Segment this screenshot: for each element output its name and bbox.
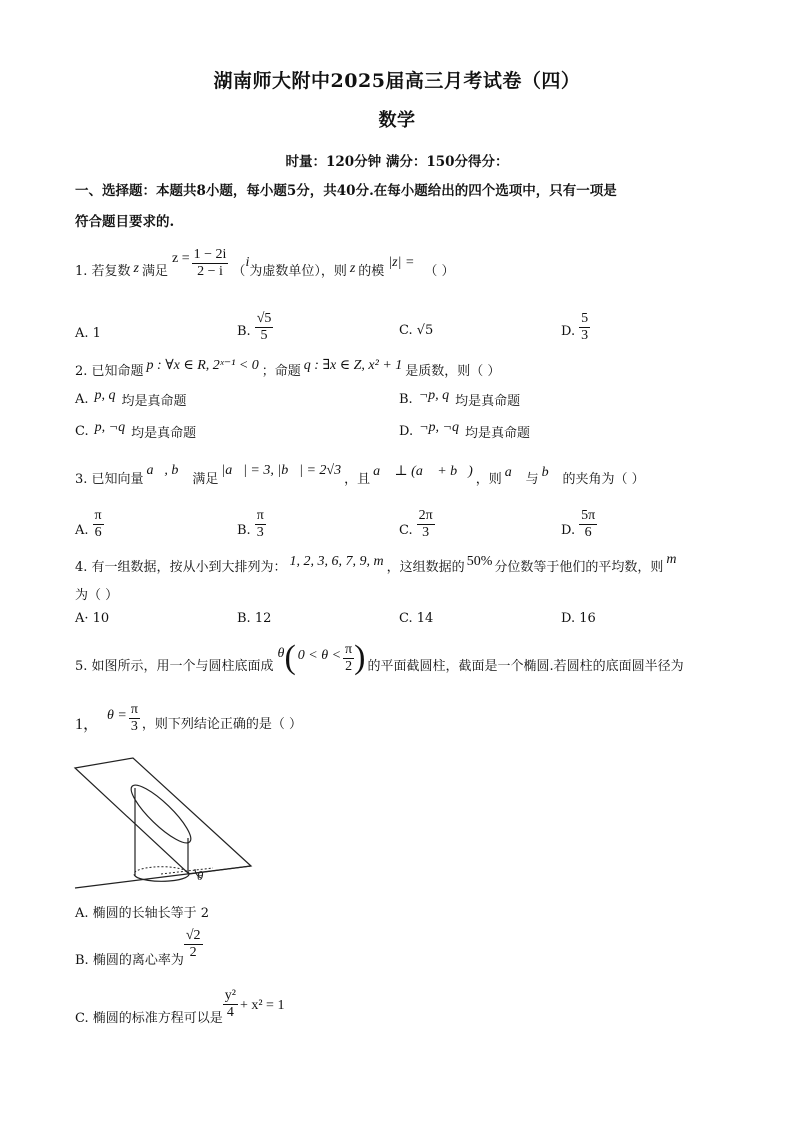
question-2: [75, 356, 500, 382]
q1-option-d-fraction: [579, 311, 590, 343]
q3-option-c: [399, 496, 435, 540]
q2-q-expr: q : ∃x ∈ Z, x² + 1: [303, 357, 403, 373]
q1-option-b-fraction: [255, 311, 274, 343]
q4-data: 1, 2, 3, 6, 7, 9, m: [289, 554, 384, 569]
q2-option-d-label: D.: [399, 424, 414, 439]
q3-option-d-fraction: [579, 508, 597, 540]
q2-option-a: [75, 387, 187, 409]
q1-option-b-num: √5: [256, 311, 272, 327]
q5-option-b-den: 2: [189, 944, 197, 960]
q5-theta: θ: [277, 646, 285, 661]
q5-range-fraction: [343, 642, 354, 674]
q1-eq-lhs: z =: [172, 251, 190, 266]
q5-option-b: [75, 926, 203, 970]
q4-option-d: D. 16: [561, 611, 596, 626]
q3-perp: a⃗ ⊥ (a⃗ + b⃗): [373, 463, 473, 479]
q5-range-num: π: [345, 642, 353, 658]
q3-option-b-num: π: [256, 508, 264, 524]
q5-option-c-fraction: [223, 988, 238, 1020]
q2-option-a-text: 均是真命题: [121, 394, 187, 409]
q5-option-b-text: B. 椭圆的离心率为: [75, 953, 184, 968]
question-4: [75, 552, 677, 578]
q2-option-a-label: A.: [75, 392, 89, 407]
q4-line2: 为（ ）: [75, 588, 119, 603]
q4-option-b: B. 12: [237, 611, 272, 626]
section-heading-line1: 一、选择题：本题共8小题，每小题5分，共40分.在每小题给出的四个选项中，只有一项是: [75, 183, 617, 199]
q2-option-b-label: B.: [399, 392, 413, 407]
q5-paren-open: (: [284, 639, 296, 676]
q1-var2: z: [349, 261, 356, 276]
q5-line2: [75, 702, 302, 742]
q3-option-d: [561, 496, 597, 540]
q3-option-b: [237, 496, 266, 540]
q1-blank: （ ）: [424, 263, 455, 279]
figure-theta-label: θ: [197, 868, 204, 883]
q5-tail2: ，则下列结论正确的是（ ）: [141, 716, 303, 732]
q2-option-a-expr: p, q: [94, 387, 116, 403]
q3-option-b-den: 3: [256, 524, 264, 540]
q2-option-c: [75, 419, 197, 441]
q3-vb: b⃗: [541, 465, 560, 480]
q3-option-d-label: D.: [561, 523, 576, 538]
q1-mod-expr: |z| =: [388, 255, 415, 270]
q1-denominator: 2 − i: [197, 263, 223, 279]
q3-cond: |a⃗| = 3, |b⃗| = 2√3: [221, 463, 342, 478]
q5-option-b-fraction: [184, 928, 203, 960]
q5-option-c-den: 4: [226, 1004, 234, 1020]
q5-range-den: 2: [345, 658, 353, 674]
q1-option-b-label: B.: [237, 324, 251, 339]
q3-option-a-label: A.: [75, 523, 89, 538]
exam-meta: 时量：120分钟 满分：150分得分：: [285, 154, 509, 170]
q1-prefix: 1. 若复数: [75, 263, 131, 279]
q1-option-d-label: D.: [561, 324, 576, 339]
q2-semi: ；命题: [261, 363, 301, 379]
q2-prefix: 2. 已知命题: [75, 363, 144, 379]
q3-option-b-label: B.: [237, 523, 251, 538]
q3-option-a-num: π: [94, 508, 102, 524]
q1-option-b: [237, 301, 273, 343]
q5-theta-eq: θ =: [107, 708, 127, 723]
q3-then: ，则: [475, 471, 502, 487]
q3-va: a⃗: [504, 465, 523, 480]
q1-option-c: C. √5: [399, 323, 434, 338]
q5-theta-num: π: [130, 702, 138, 718]
q3-tail: 的夹角为（ ）: [562, 471, 645, 487]
q2-option-c-label: C.: [75, 424, 89, 439]
q1-option-b-den: 5: [260, 327, 268, 343]
cutting-plane: [75, 758, 251, 874]
q2-option-b-text: 均是真命题: [455, 394, 521, 409]
q1-of-mod: 的模: [358, 263, 385, 279]
q5-option-b-num: √2: [185, 928, 201, 944]
cylinder-section-figure: [73, 756, 257, 894]
q5-option-c-text: C. 椭圆的标准方程可以是: [75, 1011, 223, 1026]
q3-mid: 满足: [192, 471, 219, 487]
q1-fraction: [192, 247, 229, 279]
q3-option-a-fraction: [93, 508, 104, 540]
q5-option-c-tail: + x² = 1: [239, 998, 285, 1013]
q1-paren: （: [232, 263, 246, 279]
page-title: 湖南师大附中2025届高三月考试卷（四）: [213, 70, 581, 92]
q5-paren-close: ): [354, 639, 366, 676]
question-1: [75, 244, 455, 294]
q1-option-d-num: 5: [581, 311, 589, 327]
q5-option-c-num: y²: [224, 988, 236, 1004]
q5-option-a: A. 椭圆的长轴长等于 2: [75, 906, 210, 921]
q4-mid: ，这组数据的: [386, 559, 465, 575]
q3-prefix: 3. 已知向量: [75, 471, 144, 487]
q2-tail: 是质数，则（ ）: [405, 363, 501, 379]
q3-option-d-num: 5π: [581, 508, 596, 524]
q5-theta-den: 3: [130, 718, 138, 734]
q3-with: 与: [525, 471, 539, 487]
q1-option-d-den: 3: [581, 327, 589, 343]
q1-paren-text: 为虚数单位），则: [249, 263, 347, 279]
section-heading-line2: 符合题目要求的.: [75, 214, 175, 230]
q2-option-b-expr: ¬p, q: [418, 387, 450, 403]
q3-option-c-num: 2π: [418, 508, 433, 524]
q2-option-d: [399, 419, 531, 441]
q3-option-a: [75, 496, 104, 540]
q4-var: m: [666, 552, 677, 567]
q5-range-l: 0 < θ <: [297, 648, 342, 663]
q2-option-d-expr: ¬p, ¬q: [419, 419, 459, 435]
q1-var: z: [133, 261, 139, 276]
q3-option-a-den: 6: [94, 524, 102, 540]
q3-option-b-fraction: [255, 508, 266, 540]
q5-r: 1，: [75, 715, 100, 733]
q4-option-c: C. 14: [399, 611, 434, 626]
q2-option-b: [399, 387, 521, 409]
q5-theta-fraction: [129, 702, 140, 734]
q1-numerator: 1 − 2i: [193, 247, 227, 263]
q4-option-a: A· 10: [75, 611, 110, 626]
q3-vecs: a⃗, b⃗: [146, 463, 190, 478]
q4-prefix: 4. 有一组数据，按从小到大排列为：: [75, 559, 287, 575]
q5-prefix: 5. 如图所示，用一个与圆柱底面成: [75, 658, 274, 674]
q4-tail: 分位数等于他们的平均数，则: [494, 559, 664, 575]
q2-p-expr: p : ∀x ∈ R, 2ˣ⁻¹ < 0: [146, 357, 259, 373]
base-plane-line: [75, 866, 251, 888]
q3-option-c-fraction: [417, 508, 435, 540]
question-5: [75, 638, 684, 690]
q5-tail: 的平面截圆柱，截面是一个椭圆.若圆柱的底面圆半径为: [367, 658, 684, 674]
q3-and: ，且: [344, 471, 371, 487]
subject-title: 数学: [378, 110, 416, 131]
q3-option-c-label: C.: [399, 523, 413, 538]
q1-i-symbol: i: [245, 255, 250, 270]
q4-pct: 50%: [466, 554, 493, 569]
q2-option-c-expr: p, ¬q: [94, 419, 126, 435]
q3-option-c-den: 3: [422, 524, 430, 540]
q5-option-c: [75, 982, 284, 1028]
q1-option-a: A. 1: [75, 326, 101, 341]
q3-option-d-den: 6: [584, 524, 592, 540]
q2-option-d-text: 均是真命题: [465, 426, 531, 441]
question-3: [75, 462, 645, 492]
q2-option-c-text: 均是真命题: [131, 426, 197, 441]
q1-option-d: [561, 301, 590, 343]
q1-mid: 满足: [142, 263, 169, 279]
